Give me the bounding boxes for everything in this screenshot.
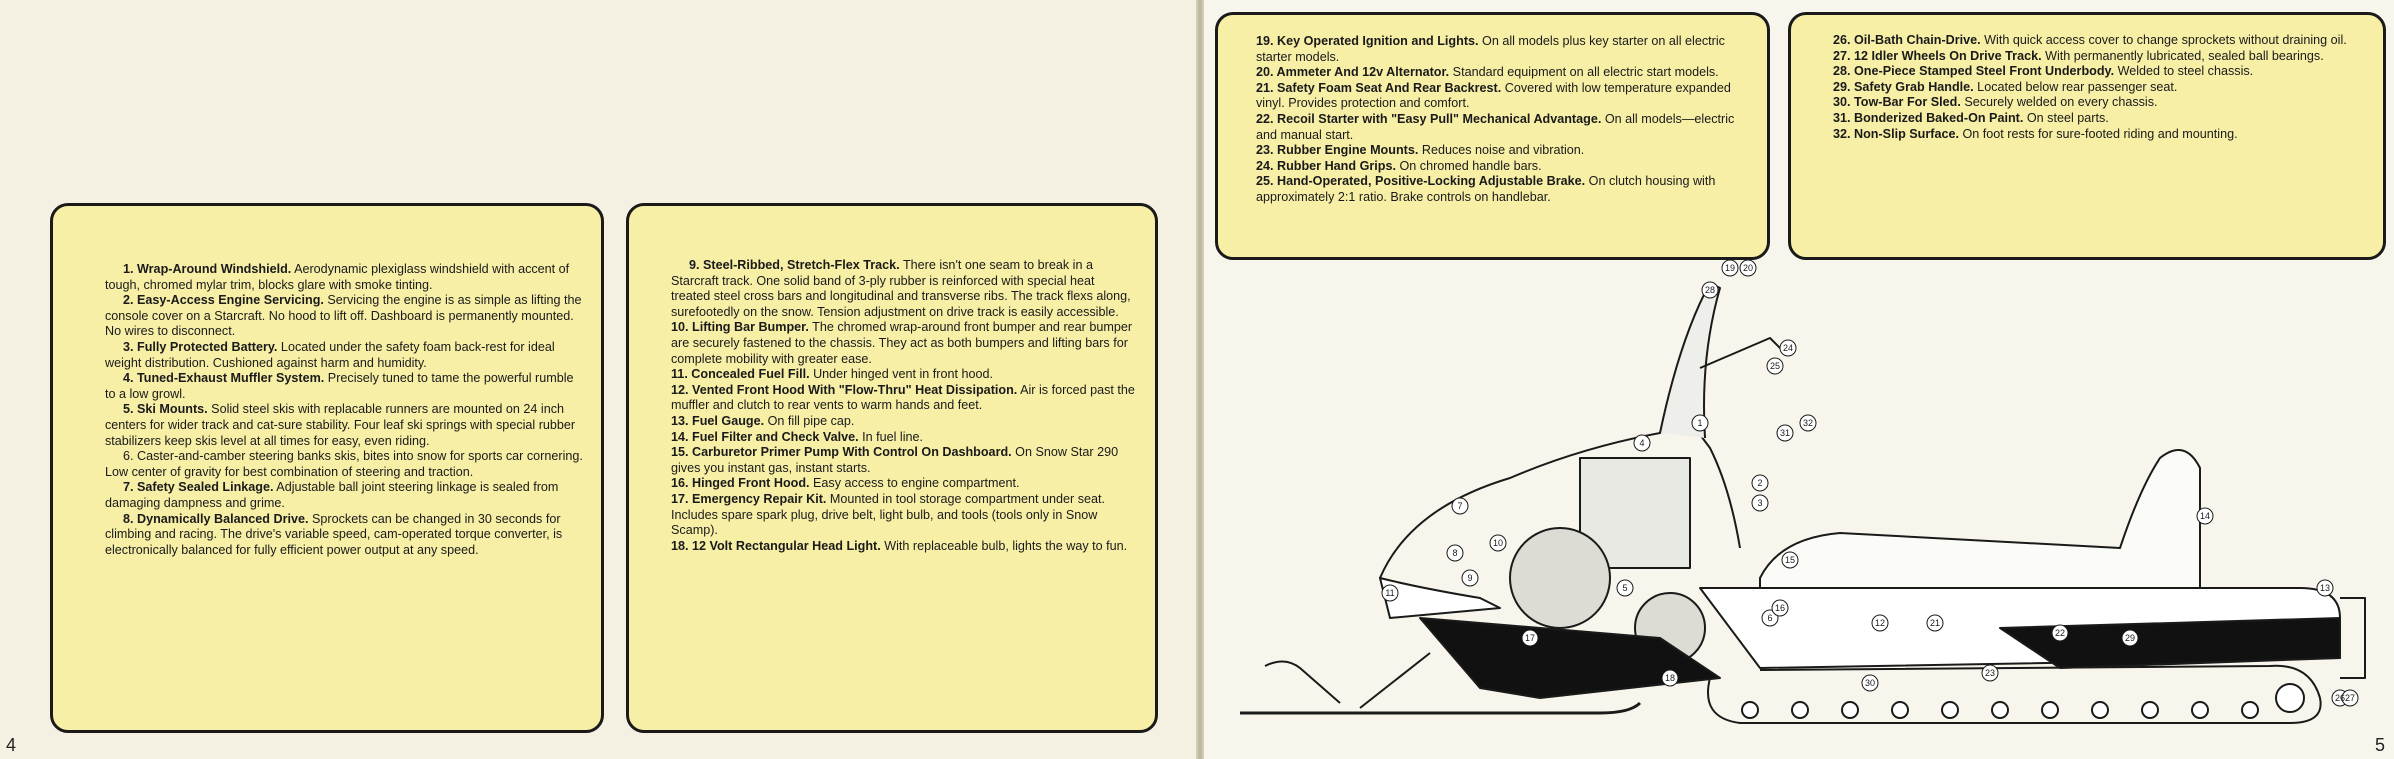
feature-item: 7. Safety Sealed Linkage. Adjustable ball joint steering linkage is sealed from damaging dampness and grime. [105,480,559,510]
callout-number: 15 [1784,555,1796,565]
callout-number: 1 [1697,418,1703,428]
feature-item: 2. Easy-Access Engine Servicing. Servicing the engine is as simple as lifting the console cover on a Starcraft. No hood to lift off. Dashboard is permanently mounted. No wires to disconnect. [105,293,582,339]
callout-number: 14 [2199,511,2211,521]
feature-item: 15. Carburetor Primer Pump With Control On Dashboard. On Snow Star 290 gives you instant gas, instant starts. [671,445,1119,475]
drive-clutch [1510,528,1610,628]
callout-number: 17 [1524,633,1536,643]
callout-number: 20 [1742,263,1754,273]
feature-item: 9. Steel-Ribbed, Stretch-Flex Track. There isn't one seam to break in a Starcraft track. One solid band of 3-ply rubber is reinforced with special heat treated steel cross bars and longitudinal and transverse ribs. The track flexs along, surefootedly on the snow. Tension adjustment on drive track is easily accessible. [671,258,1131,319]
ski-strut [1360,653,1430,708]
page-spine [1196,0,1204,759]
callout-number: 23 [1984,668,1996,678]
feature-item: 4. Tuned-Exhaust Muffler System. Precisely tuned to tame the powerful rumble to a low growl. [105,371,574,401]
feature-item: 20. Ammeter And 12v Alternator. Standard equipment on all electric start models. [1256,65,1719,80]
page-number-right: 5 [2375,735,2386,755]
callout-number: 13 [2319,583,2331,593]
callout-number: 7 [1457,501,1463,511]
callout-number: 16 [1774,603,1786,613]
feature-item: 24. Rubber Hand Grips. On chromed handle bars. [1256,158,1542,173]
callout-number: 5 [1622,583,1628,593]
callout-number: 6 [1767,613,1773,623]
feature-item: 13. Fuel Gauge. On fill pipe cap. [671,413,855,428]
callout-number: 27 [2344,693,2356,703]
features-column-1 [50,203,604,733]
page-number-left: 4 [6,735,17,755]
callout-number: 8 [1452,548,1458,558]
feature-item: 32. Non-Slip Surface. On foot rests for sure-footed riding and mounting. [1833,126,2238,141]
windshield [1660,283,1720,438]
feature-item: 16. Hinged Front Hood. Easy access to engine compartment. [671,476,1020,491]
callout-number: 29 [2124,633,2136,643]
callout-number: 9 [1467,573,1473,583]
feature-item: 27. 12 Idler Wheels On Drive Track. With permanently lubricated, sealed ball bearings. [1833,48,2324,63]
ski [1240,703,1640,713]
callout-number: 22 [2054,628,2066,638]
feature-item: 3. Fully Protected Battery. Located under the safety foam back-rest for ideal weight distribution. Cushioned against harm and humidity. [105,339,555,370]
callout-number: 32 [1802,418,1814,428]
feature-item: 6. Caster-and-camber steering banks skis, bites into snow for sports car cornering. Low center of gravity for best combination of steering and traction. [105,449,583,479]
feature-item: 19. Key Operated Ignition and Lights. On all models plus key starter on all electric starter models. [1256,34,1725,64]
callout-number: 11 [1385,588,1395,598]
callout-number: 28 [1704,285,1716,295]
tunnel-black [2000,618,2340,668]
callout-number: 19 [1724,263,1736,273]
feature-item: 5. Ski Mounts. Solid steel skis with replacable runners are mounted on 24 inch centers for wider track and cat-sure stability. Four leaf ski springs with special rubber stabilizers keep skis level at all times for easy, even riding. [105,402,576,448]
features-column-3 [1215,12,1770,260]
callout-number: 30 [1864,678,1876,688]
callout-number: 24 [1782,343,1794,353]
callout-number: 4 [1639,438,1645,448]
feature-item: 25. Hand-Operated, Positive-Locking Adjustable Brake. On clutch housing with approximately 2:1 ratio. Brake controls on handlebar. [1256,174,1716,204]
callout-number: 2 [1757,478,1763,488]
callout-number: 31 [1779,428,1791,438]
feature-item: 10. Lifting Bar Bumper. The chromed wrap-around front bumper and rear bumper are securely fastened to the chassis. They act as both bumpers and lifting bars for complete mobility with greater ease. [671,320,1133,366]
ski-tip [1265,661,1340,703]
callout-number: 12 [1874,618,1886,628]
feature-item: 22. Recoil Starter with "Easy Pull" Mechanical Advantage. On all models—electric and manual start. [1256,111,1735,142]
callout-number: 3 [1757,498,1763,508]
feature-item: 8. Dynamically Balanced Drive. Sprockets can be changed in 30 seconds for climbing and racing. The drive's variable speed, cam-operated torque converter, is electronically balanced for fully efficient power output at any speed. [105,511,563,557]
seat [1760,450,2200,588]
feature-item: 21. Safety Foam Seat And Rear Backrest. Covered with low temperature expanded vinyl. Provides protection and comfort. [1256,80,1731,111]
idler-wheels [1742,684,2304,718]
feature-item: 23. Rubber Engine Mounts. Reduces noise and vibration. [1256,143,1585,158]
feature-item: 26. Oil-Bath Chain-Drive. With quick access cover to change sprockets without draining oil. [1833,33,2347,47]
callout-number: 25 [1769,361,1781,371]
feature-item: 12. Vented Front Hood With "Flow-Thru" Heat Dissipation. Air is forced past the muffler and clutch to rear vents to warm hands and feet. [671,382,1135,413]
snowmobile-cutaway-diagram [1240,258,2390,750]
feature-item: 18. 12 Volt Rectangular Head Light. With replaceable bulb, lights the way to fun. [671,538,1128,553]
feature-item: 29. Safety Grab Handle. Located below rear passenger seat. [1833,79,2178,94]
feature-item: 30. Tow-Bar For Sled. Securely welded on every chassis. [1833,95,2158,110]
features-column-2 [626,203,1158,733]
hood-front [1380,578,1500,618]
callout-number: 10 [1492,538,1504,548]
feature-item: 28. One-Piece Stamped Steel Front Underbody. Welded to steel chassis. [1833,64,2254,79]
callout-number: 21 [1929,618,1941,628]
feature-item: 11. Concealed Fuel Fill. Under hinged vent in front hood. [671,367,994,382]
features-column-4 [1788,12,2386,260]
feature-item: 31. Bonderized Baked-On Paint. On steel parts. [1833,110,2109,125]
callout-number: 18 [1664,673,1676,683]
rear-bumper [2340,598,2365,678]
callout-number: 26 [2334,693,2346,703]
feature-item: 1. Wrap-Around Windshield. Aerodynamic plexiglass windshield with accent of tough, chromed mylar trim, blocks glare with smoke tinting. [105,262,570,292]
feature-item: 17. Emergency Repair Kit. Mounted in tool storage compartment under seat. Includes spare spark plug, drive belt, light bulb, and tools (tools only in Snow Scamp). [671,491,1106,538]
feature-item: 14. Fuel Filter and Check Valve. In fuel line. [671,429,924,444]
